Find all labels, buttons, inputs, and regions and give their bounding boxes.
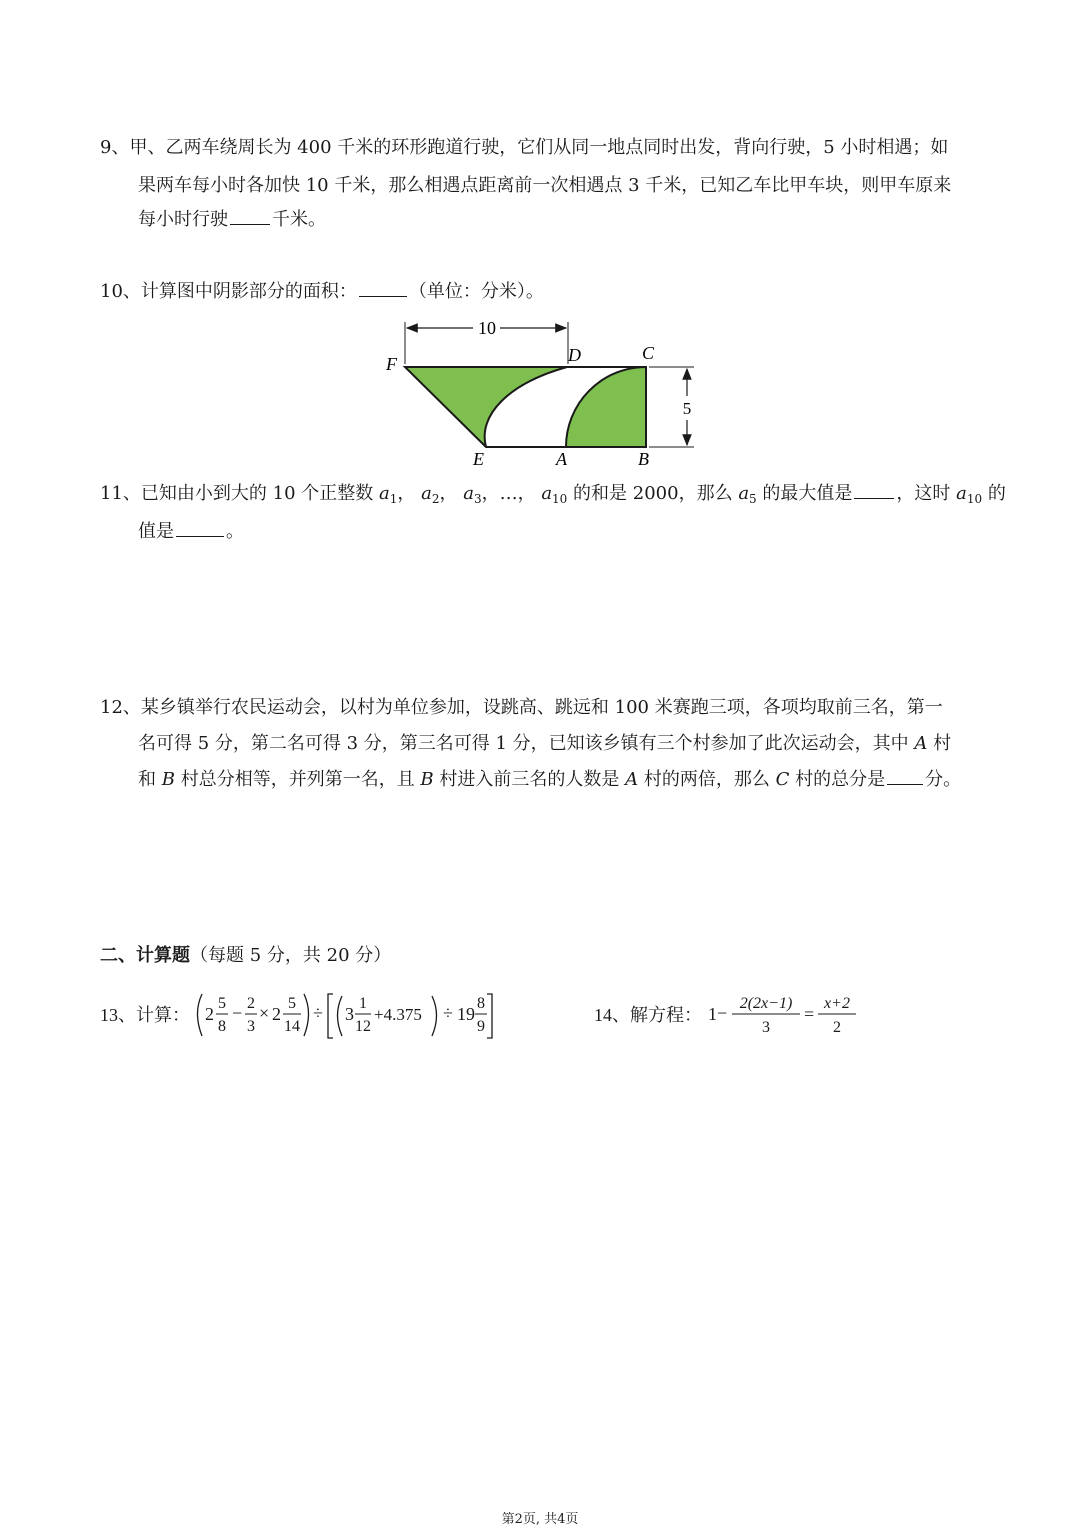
dim-label-top: 10 — [478, 318, 496, 338]
den-12: 12 — [355, 1018, 371, 1035]
q12-line-1: 12、某乡镇举行农民运动会，以村为单位参加，设跳高、跳远和 100 米赛跑三项，各项均取前三名，第一 — [100, 697, 943, 718]
op-times: × — [259, 1003, 270, 1023]
label-A: A — [556, 449, 567, 469]
sep: ，…， — [481, 483, 542, 504]
var-a: a — [463, 483, 474, 504]
q13-expression — [96, 988, 516, 1044]
var-a: a — [956, 483, 967, 504]
num-5: 5 — [218, 995, 226, 1012]
den-8: 8 — [218, 1018, 226, 1035]
q11-line-1 — [100, 482, 1006, 511]
label-E: E — [473, 449, 484, 469]
q10-line — [100, 280, 544, 304]
numerator-1: 2(2x−1) — [739, 995, 793, 1012]
q9-line-3 — [138, 208, 326, 232]
denominator-1: 3 — [762, 1019, 770, 1036]
answer-blank — [359, 295, 407, 297]
op-eq: = — [804, 1004, 815, 1024]
denominator-2: 2 — [833, 1019, 841, 1036]
shaded-region-left — [405, 367, 567, 447]
num-5b: 5 — [288, 995, 296, 1012]
answer-blank — [854, 497, 894, 499]
label-F: F — [386, 354, 397, 374]
sep: ， — [439, 483, 464, 504]
whole-3: 3 — [345, 1004, 354, 1024]
q14-label: 14、解方程： — [594, 1005, 702, 1025]
q11-line-2 — [138, 520, 244, 544]
answer-blank — [887, 783, 923, 785]
q12-text: 名可得 5 分，第二名可得 3 分，第三名可得 1 分，已知该乡镇有三个村参加了此次运动会，其中 — [138, 733, 915, 754]
label-D: D — [568, 345, 581, 365]
q12-text: 村 — [927, 733, 952, 754]
shaded-region-right — [566, 367, 646, 447]
var-A: A — [914, 733, 928, 754]
num-8: 8 — [477, 995, 485, 1012]
label-C: C — [642, 343, 655, 363]
subscript: 3 — [473, 492, 482, 506]
page-footer: 第2页, 共4页 — [501, 1512, 579, 1527]
op-div-2: ÷ — [443, 1003, 453, 1023]
dim-label-right: 5 — [682, 399, 692, 418]
sep: ， — [397, 483, 422, 504]
num-1: 1 — [359, 995, 367, 1012]
q14-equation — [590, 988, 870, 1044]
num-2: 2 — [247, 995, 255, 1012]
q11-text: ，这时 — [896, 483, 957, 504]
op-minus: − — [717, 1003, 728, 1023]
q12-text: 村的两倍，那么 — [638, 769, 776, 790]
var-C: C — [775, 769, 790, 790]
q12-text: 村进入前三名的人数是 — [433, 769, 626, 790]
q9-text: 每小时行驶 — [138, 209, 228, 230]
var-B: B — [161, 769, 175, 790]
answer-blank — [230, 223, 270, 225]
q11-text: 的和是 2000，那么 — [567, 483, 739, 504]
q10-unit: （单位：分米）。 — [408, 281, 544, 302]
q12-line-3 — [138, 768, 961, 792]
var-a: a — [541, 483, 553, 504]
subscript: 2 — [431, 492, 440, 506]
q9-unit: 千米。 — [272, 209, 326, 230]
whole-19: 19 — [457, 1004, 475, 1024]
var-a: a — [378, 483, 390, 504]
subscript: 10 — [552, 492, 568, 506]
q12-line-2 — [138, 732, 951, 756]
q10-figure — [370, 312, 710, 472]
q12-text: 分。 — [925, 769, 962, 790]
label-B: B — [638, 449, 649, 469]
numerator-2: x+2 — [824, 995, 850, 1012]
q10-text: 10、计算图中阴影部分的面积： — [100, 281, 357, 302]
den-9: 9 — [477, 1018, 485, 1035]
q13-label: 13、计算： — [100, 1005, 190, 1025]
var-B: B — [420, 769, 434, 790]
whole-2b: 2 — [272, 1004, 281, 1024]
den-14: 14 — [284, 1018, 300, 1035]
q11-text: 。 — [226, 521, 244, 542]
q11-text: 的最大值是 — [756, 483, 853, 504]
section-note: （每题 5 分，共 20 分） — [190, 945, 392, 966]
answer-blank — [176, 535, 224, 537]
op-div-1: ÷ — [313, 1003, 323, 1023]
q11-text: 的 — [982, 483, 1006, 504]
q9-line-2: 果两车每小时各加快 10 千米，那么相遇点距离前一次相遇点 3 千米，已知乙车比甲车块，则甲车原来 — [138, 175, 952, 196]
q9-line-1: 9、甲、乙两车绕周长为 400 千米的环形跑道行驶，它们从同一地点同时出发，背向行驶，5 小时相遇；如 — [100, 137, 949, 158]
den-3: 3 — [247, 1018, 255, 1035]
whole-2: 2 — [205, 1004, 214, 1024]
op-plus-term: +4.375 — [374, 1005, 422, 1024]
q12-text: 村总分相等，并列第一名，且 — [174, 769, 421, 790]
section-2-heading — [100, 944, 391, 968]
q11-text: 11、已知由小到大的 10 个正整数 — [100, 483, 379, 504]
subscript: 5 — [749, 492, 757, 506]
subscript: 1 — [389, 492, 398, 506]
var-a: a — [738, 483, 750, 504]
subscript: 10 — [966, 492, 983, 506]
const-1: 1 — [708, 1004, 717, 1024]
q12-text: 和 — [138, 769, 162, 790]
op-minus: − — [232, 1003, 243, 1023]
var-A: A — [625, 769, 639, 790]
q12-text: 村的总分是 — [789, 769, 886, 790]
q11-text: 值是 — [138, 521, 174, 542]
section-title: 二、计算题 — [100, 945, 190, 966]
var-a: a — [421, 483, 432, 504]
